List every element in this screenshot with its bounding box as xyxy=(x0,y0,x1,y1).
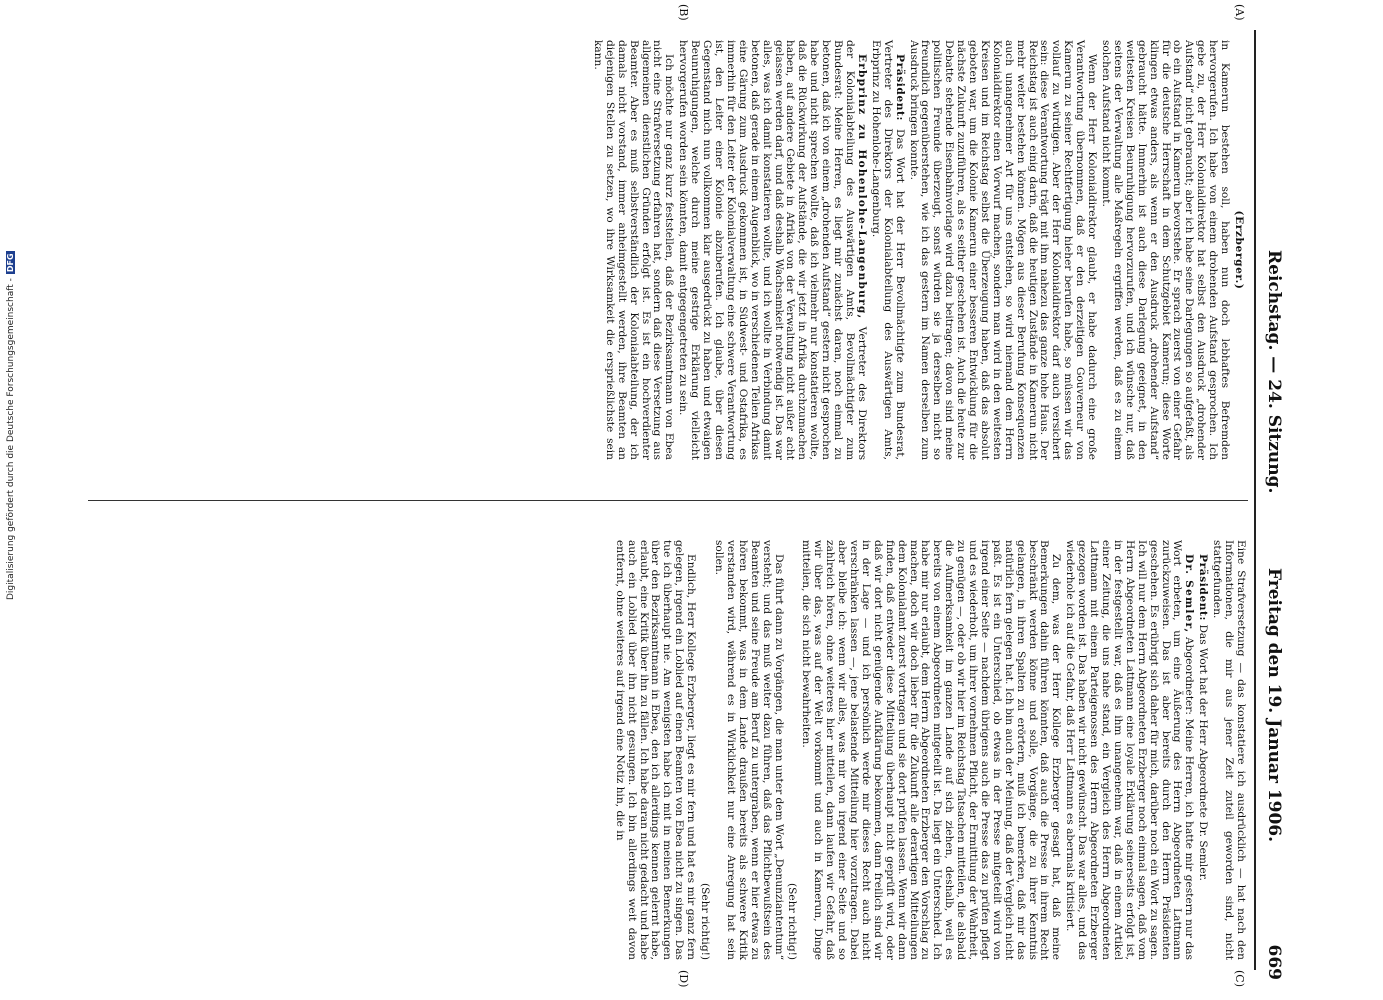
paragraph: Zu dem, was der Herr Kollege Erzberger gesagt hat, daß meine Bemerkungen dahin führen könnten, daß auch die Presse in ihrem Recht beschränkt werden könne und solle, Vorgänge, die zu ihrer Kenntnis gelangen, in ihren Spalten zu erörtern, muß ich bemerken, daß mir das natürlich fern gelegen hat. Ich bin auch der Meinung, daß der Vergleich nicht paßt. Es ist ein Unterschied, ob etwas in der Presse mitgeteilt wird von irgend einer Seite — nachdem übrigens auch die Presse das zu prüfen pflegt und es wiederholt, um ihrer vornehmen Pflicht, der Ermittlung der Wahrheit, zu genügen —, oder ob wir hier im Reichstag Tatsachen mitteilen, die alsbald die Aufmerksamkeit im ganzen Lande auf sich ziehen, deshalb, weil es bereits von einem Abgeordneten mitgeteilt ist. Da liegt ein Unterschied. Ich habe mir nur erlaubt, dem Herrn Abgeordneten Erzberger den Vorschlag zu machen, doch wir doch lieber für die Zukunft alle derartigen Mitteilungen dem Kolonialamt zuerst vortragen und sie dort prüfen lassen. Wenn wir dann finden, daß entweder diese Mitteilung überhaupt nicht geprüft wird, oder daß wir dort nicht genügende Aufklärung bekommen, dann freilich sind wir in der Lage — und ich persönlich werde mir dieses Recht auch nicht verschränken lassen —, jene belastende Mitteilung hier vorzutragen. Dabei aber bleibe ich: wenn wir alles, was mir von irgend einer Seite und so zahlreich hören, ohne weiteres hier mitteilen, dann laufen wir Gefahr, daß wir über das, was auf der Welt vorkommt und auch in Kamerun, Dinge mitteilen, die sich nicht bewahrheiten. xyxy=(800,540,1063,960)
margin-marker-a: (A) xyxy=(1233,4,1246,21)
margin-marker-b: (B) xyxy=(677,4,690,21)
paragraph: Das führt dann zu Vorgängen, die man unter dem Wort „Denunziantentum“ versteht; und das muß weiter dazu führen, daß das Pflichtbewußtsein des Beamten und seine Freude am Beruf zu untergraben, wenn er hier etwas zu hören bekommt, was in dem Lande draußen bereits als schwere Kritik verstanden wird, während es in Wirklichkeit nur eine Anregung hat sein sollen. xyxy=(713,540,785,960)
interjection: (Sehr richtig!) xyxy=(699,883,712,960)
column-divider xyxy=(88,500,1248,501)
paragraph: Endlich, Herr Kollege Erzberger, liegt es mir fern und hat es mir ganz fern gelegen, irgend ein Loblied auf einen Beamten von Ebea nicht zu singen. Das tue ich überhaupt nie. Am wenigsten habe ich mit in meinen Bemerkungen über den Bezirksamtmann in Ebea, den ich allerdings kennen gelernt habe, erlaubt, eine Kritik über ihn zu fällen. Ich habe daran nicht gedacht und habe auch ein Loblied über ihn nicht gesungen. Ich bin allerdings weit davon entfernt, ohne weiteres auf irgend eine Notiz hin, die in xyxy=(613,540,698,960)
speaker-label: Präsident: xyxy=(893,54,906,122)
running-header xyxy=(1260,20,1284,980)
header-right: Freitag den 19. Januar 1906. xyxy=(1264,568,1284,843)
paragraph: Präsident: Das Wort hat der Herr Abgeordnete Dr. Semler. xyxy=(1197,554,1210,881)
header-left: Reichstag. — 24. Sitzung. xyxy=(1264,250,1284,494)
page-number: 669 xyxy=(1264,944,1284,980)
paragraph: Ich möchte nur ganz kurz feststellen, daß der Bezirksamtmann von Ebea nicht eine Strafversetzung erfahren hat, sondern daß diese Versetzung aus allgemeinen dienstlichen Gründen erfolgt ist. Es ist ein hochverdienter Beamter. Aber es muß selbstverständlich der Kolonialabteilung, der ich damals nicht vorstand, immer anheimgestellt werden, ihre Beamten an diejenigen Stellen zu setzen, wo ihre Wirksamkeit die ersprießlichste sein kann. xyxy=(591,40,676,460)
paragraph: Wenn der Herr Kolonialdirektor glaubt, er habe dadurch eine große Verantwortung übernommen, daß er den derzeitigen Gouverneur von Kamerun zu seiner Rechtfertigung hieher berufen habe, so müssen wir das vollauf zu würdigen. Aber der Herr Kolonialdirektor darf auch versichert sein: diese Verantwortung trägt mit ihm nahezu das ganze hohe Haus. Der Reichstag ist auch einig darin, daß die heutigen Zustände in Kamerun nicht mehr weiter bestehen können. Mögen aus dieser Berufung Konsequenzen auch unangenehmer Art für uns entstehen, so wird niemand dem Herrn Kolonialdirektor einen Vorwurf machen, sondern man wird in den weitesten Kreisen und im Reichstag selbst die Überzeugung haben, daß das absolut geboten war, um die Kolonie Kamerun einer besseren Entwicklung für die nächste Zukunft zuzuführen, als es seither geschehen ist. Auch die heute zur Debatte stehende Eisenbahnvorlage wird dazu beitragen; davon sind meine politischen Freunde überzeugt, sonst würden sie ja derselben nicht so freundlich gegenüberstehen, wie ich das gestern im Namen derselben zum Ausdruck bringen konnte. xyxy=(907,40,1099,460)
digitization-credit: Digitalisierung gefördert durch die Deutsche Forschungsgemeinschaft -DFG xyxy=(6,253,16,600)
dfg-logo: DFG xyxy=(6,253,15,273)
paragraph: Eine Strafversetzung — das konstatiere ich ausdrücklich — hat nach den Informationen, die mir aus jener Zeit zuteil geworden sind, nicht stattgefunden. xyxy=(1211,540,1247,960)
paragraph: in Kamerun bestehen soll, haben nun doch lebhaftes Befremden hervorgerufen. Ich habe von einem drohenden Aufstand gesprochen. Ich gebe zu, der Herr Kolonialdirektor hat selbst den Ausdruck „drohender Aufstand“ nicht gebraucht; aber ich habe seine Darlegungen so aufgefaßt, als ob ein Aufstand in Kamerun bevorstehe. Er sprach zuerst von einer Gefahr für die deutsche Herrschaft in dem Schutzgebiet Kamerun; diese Worte klingen etwas anders, als wenn er den Ausdruck „drohender Aufstand“ gebraucht hätte. Immerhin ist auch diese Darlegung geeignet, in den weitesten Kreisen Beunruhigung hervorzurufen, und ich wünsche nur, daß seitens der Verwaltung alle Maßregeln ergriffen werden, daß es zu einem solchen Aufstand nicht kommt. xyxy=(1100,40,1232,460)
left-column xyxy=(589,40,1246,460)
paragraph: Präsident: Das Wort hat der Herr Bevollmächtigte zum Bundesrat, Vertreter des Direktors der Kolonialabteilung des Auswärtigen Amts, Erbprinz zu Hohenlohe-Langenburg. xyxy=(869,40,906,460)
speaker-label: Präsident: xyxy=(1197,554,1210,622)
speaker-tag: (Erzberger.) xyxy=(1233,210,1245,290)
speaker-name: Dr. Semler, xyxy=(1183,554,1196,634)
header-rule xyxy=(1254,30,1256,970)
paragraph: Dr. Semler, Abgeordneter: Meine Herren, ich hatte mir gestern nur das Wort erbeten, um eine Äußerung des Herrn Abgeordneten Lattmann zurückzuweisen. Das ist aber bereits durch den Herrn Präsidenten geschehen. Es erübrigt sich daher für mich, darüber noch ein Wort zu sagen. Ich will nur dem Herrn Abgeordneten Erzberger noch einmal sagen, daß vom Herrn Abgeordneten Lattmann eine loyale Erklärung seinerseits erfolgt ist, in der festgestellt war, daß es ihm unangenehm war, daß in einem Artikel einer Zeitung, die uns nahe stand, ein Vergleich des Herrn Abgeordneten Lattmann mit einem Parteigenossen des Herrn Abgeordneten Erzberger gezogen worden ist. Das haben wir nicht gewünscht. Das war alles, und das wiederhole ich auf die Gefahr, daß Herr Lattmann es abermals kritisiert. xyxy=(1064,540,1196,960)
speaker-name: Erbprinz zu Hohenlohe-Langenburg, xyxy=(855,54,868,320)
margin-marker-c: (C) xyxy=(1233,970,1246,987)
right-column xyxy=(611,540,1246,960)
interjection: (Sehr richtig!) xyxy=(786,883,799,960)
paragraph: Erbprinz zu Hohenlohe-Langenburg, Vertreter des Direktors der Kolonialabteilung des Auswärtigen Amts, Bevollmächtigter zum Bundesrat: Meine Herren, es liegt mir zunächst daran, noch einmal zu betonen, daß ich von einem „drohenden Aufstand“ gestern nicht gesprochen habe und nicht sprechen wollte, daß ich vielmehr nur konstatieren wollte, daß die Rückwirkung der Aufstände, die wir jetzt in Afrika durchzumachen haben, auf andere Gebiete in Afrika von der Verwaltung nicht außer acht gelassen werden darf, und daß deshalb Wachsamkeit notwendig ist. Das war alles, was ich damit konstatieren wollte, und ich wollte in Verbindung damit betonen, daß gerade in einem Augenblick, wo in verschiedenen Teilen Afrikas eine Gärung zum Ausdruck gekommen ist, in Südwest- und Ostafrika, es immerhin für den Leiter der Kolonialverwaltung eine schwere Verantwortung ist, den Leiter einer Kolonie abzuberufen. Ich glaube, über diesen Gegenstand mich nun vollkommen klar ausgedrückt zu haben und etwaigen Beunruhigungen, welche durch meine gestrige Erklärung vielleicht hervorgerufen worden sein könnten, damit entgegengetreten zu sein. xyxy=(677,40,868,461)
scanned-page xyxy=(50,0,1290,1000)
margin-marker-d: (D) xyxy=(677,970,690,988)
